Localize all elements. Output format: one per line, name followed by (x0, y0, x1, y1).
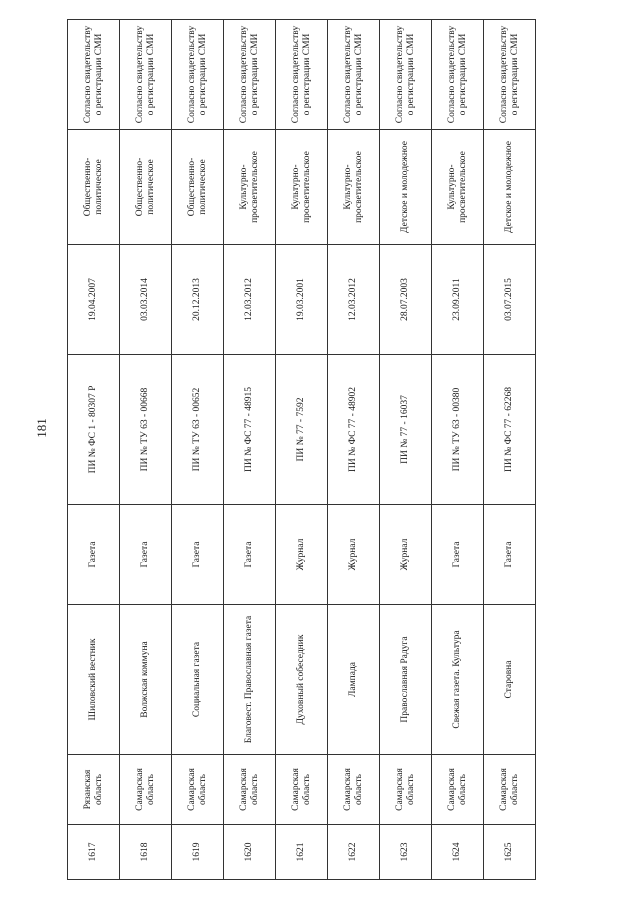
note-cell: Согласно свидетельству о регистрации СМИ (484, 20, 536, 130)
table-row (276, 20, 328, 880)
registration-date-cell: 23.09.2011 (432, 245, 484, 355)
specialization-cell: Культурно-просветительское (224, 130, 276, 245)
region-cell: Самарская область (120, 755, 172, 825)
media-type-cell: Газета (484, 505, 536, 605)
registration-number-cell: ПИ № 77 - 16037 (380, 355, 432, 505)
note-cell: Согласно свидетельству о регистрации СМИ (328, 20, 380, 130)
registration-date-cell: 19.04.2007 (68, 245, 120, 355)
registration-number-cell: ПИ № 77 - 7592 (276, 355, 328, 505)
table-row (224, 20, 276, 880)
specialization-cell: Общественно-политическое (68, 130, 120, 245)
note-cell: Согласно свидетельству о регистрации СМИ (276, 20, 328, 130)
specialization-cell: Детское и молодежное (484, 130, 536, 245)
table-row (68, 20, 120, 880)
registration-date-cell: 28.07.2003 (380, 245, 432, 355)
specialization-cell: Общественно-политическое (172, 130, 224, 245)
row-number: 1623 (380, 825, 432, 880)
media-name-cell: Свежая газета. Культура (432, 605, 484, 755)
media-type-cell: Газета (172, 505, 224, 605)
table-row (432, 20, 484, 880)
row-number: 1620 (224, 825, 276, 880)
table-row (484, 20, 536, 880)
table-row (380, 20, 432, 880)
registration-date-cell: 20.12.2013 (172, 245, 224, 355)
media-name-cell: Благовест. Православная газета (224, 605, 276, 755)
media-name-cell: Шиловский вестник (68, 605, 120, 755)
region-cell: Самарская область (276, 755, 328, 825)
media-name-cell: Духовный собеседник (276, 605, 328, 755)
region-cell: Самарская область (328, 755, 380, 825)
registration-number-cell: ПИ № ТУ 63 - 00380 (432, 355, 484, 505)
registration-number-cell: ПИ № ТУ 63 - 00668 (120, 355, 172, 505)
registration-number-cell: ПИ № ФС 77 - 62268 (484, 355, 536, 505)
registration-number-cell: ПИ № ТУ 63 - 00652 (172, 355, 224, 505)
note-cell: Согласно свидетельству о регистрации СМИ (224, 20, 276, 130)
row-number: 1621 (276, 825, 328, 880)
note-cell: Согласно свидетельству о регистрации СМИ (380, 20, 432, 130)
region-cell: Самарская область (432, 755, 484, 825)
specialization-cell: Культурно-просветительское (328, 130, 380, 245)
media-type-cell: Журнал (276, 505, 328, 605)
media-type-cell: Газета (224, 505, 276, 605)
region-cell: Самарская область (224, 755, 276, 825)
table-row (120, 20, 172, 880)
registry-table-wrapper (67, 20, 535, 880)
region-cell: Рязанская область (68, 755, 120, 825)
specialization-cell: Общественно-политическое (120, 130, 172, 245)
registration-date-cell: 03.03.2014 (120, 245, 172, 355)
registration-number-cell: ПИ № ФС 1 - 80307 Р (68, 355, 120, 505)
region-cell: Самарская область (484, 755, 536, 825)
registration-number-cell: ПИ № ФС 77 - 48902 (328, 355, 380, 505)
note-cell: Согласно свидетельству о регистрации СМИ (68, 20, 120, 130)
row-number: 1617 (68, 825, 120, 880)
media-name-cell: Старовна (484, 605, 536, 755)
row-number: 1618 (120, 825, 172, 880)
registration-date-cell: 12.03.2012 (328, 245, 380, 355)
row-number: 1624 (432, 825, 484, 880)
media-name-cell: Волжская коммуна (120, 605, 172, 755)
row-number: 1625 (484, 825, 536, 880)
specialization-cell: Детское и молодежное (380, 130, 432, 245)
specialization-cell: Культурно-просветительское (432, 130, 484, 245)
media-name-cell: Лампада (328, 605, 380, 755)
media-type-cell: Журнал (380, 505, 432, 605)
media-name-cell: Социальная газета (172, 605, 224, 755)
registration-date-cell: 03.07.2015 (484, 245, 536, 355)
registration-date-cell: 19.03.2001 (276, 245, 328, 355)
media-type-cell: Газета (120, 505, 172, 605)
media-name-cell: Православная Радуга (380, 605, 432, 755)
media-type-cell: Газета (68, 505, 120, 605)
media-registry-table (67, 19, 536, 880)
page-number: 181 (34, 418, 49, 438)
note-cell: Согласно свидетельству о регистрации СМИ (432, 20, 484, 130)
media-type-cell: Журнал (328, 505, 380, 605)
row-number: 1622 (328, 825, 380, 880)
registration-date-cell: 12.03.2012 (224, 245, 276, 355)
row-number: 1619 (172, 825, 224, 880)
table-row (172, 20, 224, 880)
table-row (328, 20, 380, 880)
media-type-cell: Газета (432, 505, 484, 605)
specialization-cell: Культурно-просветительское (276, 130, 328, 245)
region-cell: Самарская область (380, 755, 432, 825)
note-cell: Согласно свидетельству о регистрации СМИ (172, 20, 224, 130)
registration-number-cell: ПИ № ФС 77 - 48915 (224, 355, 276, 505)
note-cell: Согласно свидетельству о регистрации СМИ (120, 20, 172, 130)
region-cell: Самарская область (172, 755, 224, 825)
